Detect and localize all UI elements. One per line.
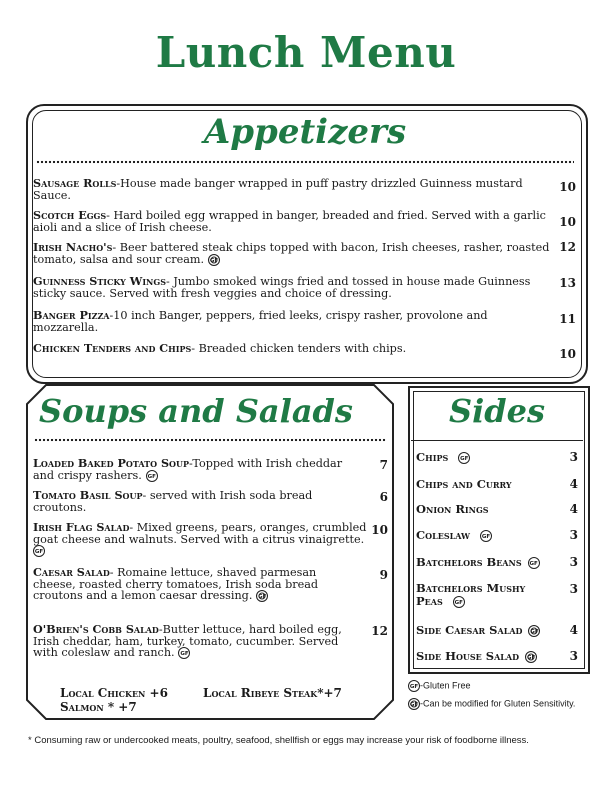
item-price: 3 bbox=[569, 555, 578, 569]
item-name: Batchelors Beans bbox=[416, 555, 522, 569]
appetizers-title: Appetizers bbox=[203, 112, 407, 152]
side-item bbox=[416, 477, 578, 491]
item-name: Side Caesar Salad bbox=[416, 623, 523, 637]
item-desc: -Butter lettuce, hard boiled egg, Irish cheddar, ham, turkey, tomato, cucumber. Served with coleslaw and ranch. bbox=[33, 623, 342, 659]
soups-title: Soups and Salads bbox=[39, 392, 353, 430]
dotted-divider bbox=[34, 438, 386, 442]
gf-circle-icon: GF bbox=[528, 557, 540, 569]
side-item bbox=[416, 623, 578, 637]
item-desc: -10 inch Banger, peppers, fried leeks, crispy rasher, provolone and mozzarella. bbox=[33, 309, 488, 334]
item-name: O'Brien's Cobb Salad bbox=[33, 622, 159, 636]
item-price: 4 bbox=[569, 502, 578, 516]
menu-item bbox=[33, 458, 343, 482]
item-price: 3 bbox=[569, 582, 578, 596]
item-name: Irish Nacho's bbox=[33, 240, 113, 254]
dotted-divider bbox=[36, 160, 574, 164]
item-name: Scotch Eggs bbox=[33, 208, 107, 222]
item-desc: - served with Irish soda bread croutons. bbox=[33, 489, 313, 514]
menu-item bbox=[33, 490, 343, 513]
item-name: Chips bbox=[416, 450, 449, 464]
item-name: Chicken Tenders and Chips bbox=[33, 341, 192, 355]
item-desc: - Romaine lettuce, shaved parmesan cheese, roasted cherry tomatoes, Irish soda bread croutons and a lemon caesar dressing. bbox=[33, 566, 319, 602]
item-name: Batchelors Mushy Peas bbox=[416, 581, 526, 608]
gf-circle-icon: GF bbox=[408, 680, 420, 692]
legend-label: -Gluten Free bbox=[420, 680, 471, 691]
gf-circle-icon: GF bbox=[178, 647, 190, 659]
menu-item bbox=[33, 276, 553, 299]
item-price: 7 bbox=[379, 458, 388, 472]
gf-double-circle-icon: GF bbox=[208, 254, 220, 266]
item-desc: - Mixed greens, pears, oranges, crumbled goat cheese and walnuts. Served with a citrus vinaigrette. bbox=[33, 521, 367, 546]
item-price: 12 bbox=[559, 240, 576, 254]
item-price: 9 bbox=[379, 568, 388, 582]
menu-item bbox=[33, 624, 358, 659]
item-name: Side House Salad bbox=[416, 649, 520, 663]
item-price: 13 bbox=[559, 276, 576, 290]
item-price: 3 bbox=[569, 649, 578, 663]
gf-double-circle-icon: GF bbox=[525, 651, 537, 663]
item-price: 10 bbox=[559, 347, 576, 361]
item-desc: - Beer battered steak chips topped with bacon, Irish cheeses, rasher, roasted tomato, salsa and sour cream. bbox=[33, 241, 550, 266]
legend-label: -Can be modified for Gluten Sensitivity. bbox=[420, 698, 576, 709]
menu-item bbox=[33, 522, 368, 557]
side-item bbox=[416, 450, 578, 464]
item-name: Tomato Basil Soup bbox=[33, 488, 143, 502]
item-price: 11 bbox=[559, 312, 576, 326]
item-desc: -Topped with Irish cheddar and crispy rashers. bbox=[33, 457, 343, 482]
item-name: Chips and Curry bbox=[416, 477, 512, 491]
item-price: 10 bbox=[559, 180, 576, 194]
menu-item bbox=[33, 567, 343, 602]
item-price: 10 bbox=[559, 215, 576, 229]
item-price: 4 bbox=[569, 623, 578, 637]
item-name: Onion Rings bbox=[416, 502, 489, 516]
menu-item bbox=[33, 310, 553, 333]
item-name: Guinness Sticky Wings bbox=[33, 274, 166, 288]
menu-item bbox=[33, 210, 553, 233]
gf-circle-icon: GF bbox=[480, 530, 492, 542]
gf-circle-icon: GF bbox=[453, 596, 465, 608]
gf-circle-icon: GF bbox=[33, 545, 45, 557]
item-name: Banger Pizza bbox=[33, 308, 110, 322]
menu-item bbox=[33, 178, 553, 201]
footnote: * Consuming raw or undercooked meats, poultry, seafood, shellfish or eggs may increase your risk of foodborne illness. bbox=[28, 735, 529, 746]
item-desc: - Hard boiled egg wrapped in banger, breaded and fried. Served with a garlic aioli and a slice of Irish cheese. bbox=[33, 209, 546, 234]
addon-chicken: Local Chicken +6 bbox=[60, 686, 168, 700]
item-desc: - Jumbo smoked wings fried and tossed in house made Guinness sticky sauce. Served with fresh veggies and choice of dressing. bbox=[33, 275, 531, 300]
item-name: Irish Flag Salad bbox=[33, 520, 130, 534]
legend-gf-modifiable bbox=[408, 698, 575, 710]
side-item bbox=[416, 502, 578, 516]
addon-ribeye: Local Ribeye Steak*+7 bbox=[203, 686, 342, 700]
gf-double-circle-icon: GF bbox=[408, 698, 420, 710]
item-price: 3 bbox=[569, 528, 578, 542]
side-item bbox=[416, 649, 578, 663]
menu-item bbox=[33, 242, 553, 266]
gf-circle-icon: GF bbox=[458, 452, 470, 464]
side-item bbox=[416, 555, 578, 569]
item-name: Caesar Salad bbox=[33, 565, 110, 579]
gf-circle-icon: GF bbox=[146, 470, 158, 482]
item-price: 3 bbox=[569, 450, 578, 464]
menu-item bbox=[33, 343, 553, 355]
side-item bbox=[416, 582, 534, 608]
divider bbox=[411, 440, 583, 441]
gf-double-circle-icon: GF bbox=[256, 590, 268, 602]
sides-title: Sides bbox=[448, 392, 545, 430]
item-price: 4 bbox=[569, 477, 578, 491]
item-price: 12 bbox=[371, 624, 388, 638]
item-price: 10 bbox=[371, 523, 388, 537]
item-price: 6 bbox=[379, 490, 388, 504]
item-name: Coleslaw bbox=[416, 528, 471, 542]
gf-double-circle-icon: GF bbox=[528, 625, 540, 637]
page-title: Lunch Menu bbox=[155, 28, 457, 77]
item-name: Loaded Baked Potato Soup bbox=[33, 456, 189, 470]
item-name: Sausage Rolls bbox=[33, 176, 117, 190]
side-item bbox=[416, 528, 578, 542]
addon-salmon: Salmon * +7 bbox=[60, 700, 137, 714]
item-desc: -House made banger wrapped in puff pastry drizzled Guinness mustard Sauce. bbox=[33, 177, 523, 202]
legend-gluten-free bbox=[408, 680, 471, 692]
item-desc: - Breaded chicken tenders with chips. bbox=[191, 342, 407, 355]
